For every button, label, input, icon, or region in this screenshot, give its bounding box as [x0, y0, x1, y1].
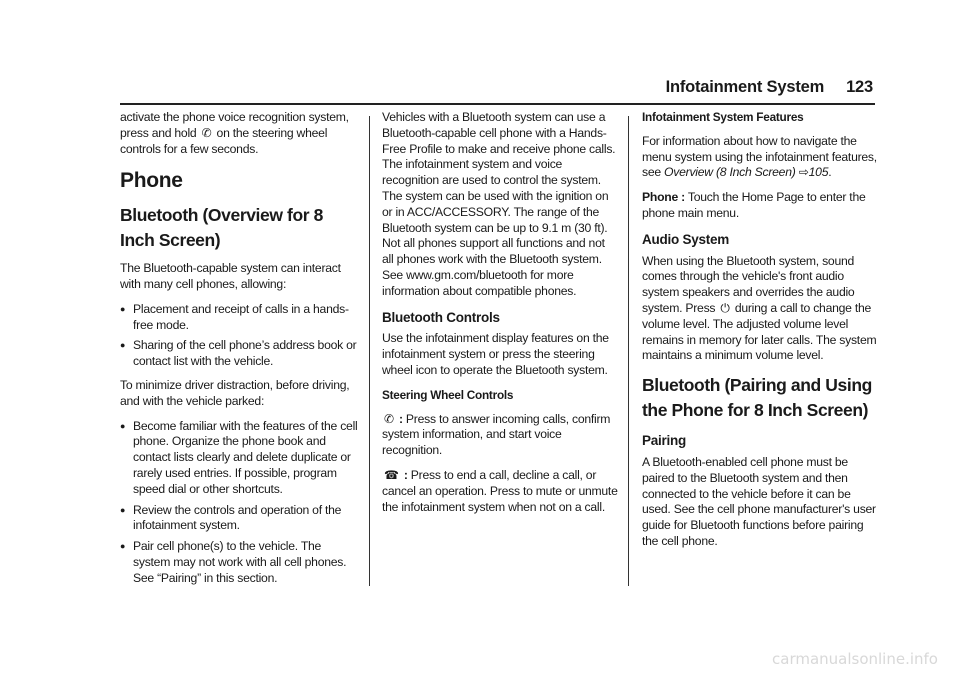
paragraph: The Bluetooth-capable system can interact with many cell phones, allowing: [120, 261, 341, 291]
bullet-list-2 [120, 419, 358, 587]
end-call-icon: ☎ [384, 467, 399, 482]
heading-pairing: Pairing [642, 433, 687, 449]
column-divider-2 [628, 116, 629, 586]
paragraph: When using the Bluetooth system, sound comes through the vehicle's front audio system speakers and overrides the audio system. Press ⏻ during a call to change the volume level. The adjusted volume level remains in memory for later calls. The system maintains a minimum volume level. [642, 253, 877, 363]
column-3 [642, 110, 878, 559]
column-divider-1 [369, 116, 370, 586]
control-end-call: ☎ : Press to end a call, decline a call, or cancel an operation. Press to mute or unmute the infotainment system when not on a call. [382, 467, 618, 514]
header-rule [120, 103, 875, 105]
watermark: carmanualsonline.info [772, 650, 938, 668]
list-item: ● Become familiar with the features of the cell phone. Organize the phone book and contact lists clearly and delete duplicate or rarely used entries. If possible, program speed dial or other shortcuts. [120, 419, 358, 498]
heading-bluetooth-pairing: Bluetooth (Pairing and Using the Phone for 8 Inch Screen) [642, 375, 872, 421]
paragraph: Use the infotainment display features on the infotainment system or press the steering wheel icon to operate the Bluetooth system. [382, 331, 609, 377]
list-item: ● Review the controls and operation of the infotainment system. [120, 503, 358, 535]
phone-handset-icon: ✆ [384, 411, 394, 426]
column-1 [120, 110, 358, 595]
bullet-list-1 [120, 302, 358, 370]
heading-infotainment-features: Infotainment System Features [642, 110, 804, 124]
paragraph: To minimize driver distraction, before driving, and with the vehicle parked: [120, 377, 350, 408]
running-header [666, 78, 873, 97]
paragraph: For information about how to navigate the menu system using the infotainment features, see Overview (8 Inch Screen) ⇨105. [642, 133, 877, 180]
intro-paragraph: activate the phone voice recognition system, press and hold ✆ on the steering wheel controls for a few seconds. [120, 110, 349, 156]
power-volume-icon: ⏻ [720, 300, 730, 315]
paragraph: Vehicles with a Bluetooth system can use a Bluetooth-capable cell phone with a Hands-Free Profile to make and receive phone calls. The infotainment system and voice recognition are used to control the system. The system can be used with the ignition on or in ACC/ACCESSORY. The range of the Bluetooth system can be up to 9.1 m (30 ft). Not all phones support all functions and not all phones work with the Bluetooth system. See www.gm.com/bluetooth for more information about compatible phones. [382, 110, 616, 298]
heading-audio-system: Audio System [642, 231, 730, 247]
phone-handset-icon: ✆ [201, 125, 212, 140]
list-item: ● Pair cell phone(s) to the vehicle. The system may not work with all cell phones. See “Pairing” in this section. [120, 539, 358, 586]
phone-description: Phone : Touch the Home Page to enter the phone main menu. [642, 190, 866, 220]
heading-phone: Phone [120, 169, 183, 193]
column-2 [382, 110, 618, 524]
cross-reference: Overview (8 Inch Screen) [664, 165, 796, 180]
section-title: Infotainment System [665, 78, 825, 96]
page-number: 123 [846, 78, 873, 96]
page-ref-icon: ⇨ [798, 165, 809, 180]
control-answer: ✆ : Press to answer incoming calls, confirm system information, and start voice recognition. [382, 411, 611, 458]
paragraph: A Bluetooth-enabled cell phone must be paired to the Bluetooth system and then connected to the vehicle before it can be used. See the cell phone manufacturer's user guide for Bluetooth functions before pairing the cell phone. [642, 454, 876, 548]
heading-bluetooth-controls: Bluetooth Controls [382, 309, 500, 325]
list-item: ● Sharing of the cell phone’s address book or contact list with the vehicle. [120, 338, 358, 370]
heading-steering-wheel-controls: Steering Wheel Controls [382, 387, 514, 402]
list-item: ● Placement and receipt of calls in a hands-free mode. [120, 302, 358, 334]
heading-bluetooth-overview: Bluetooth (Overview for 8 Inch Screen) [120, 205, 323, 251]
